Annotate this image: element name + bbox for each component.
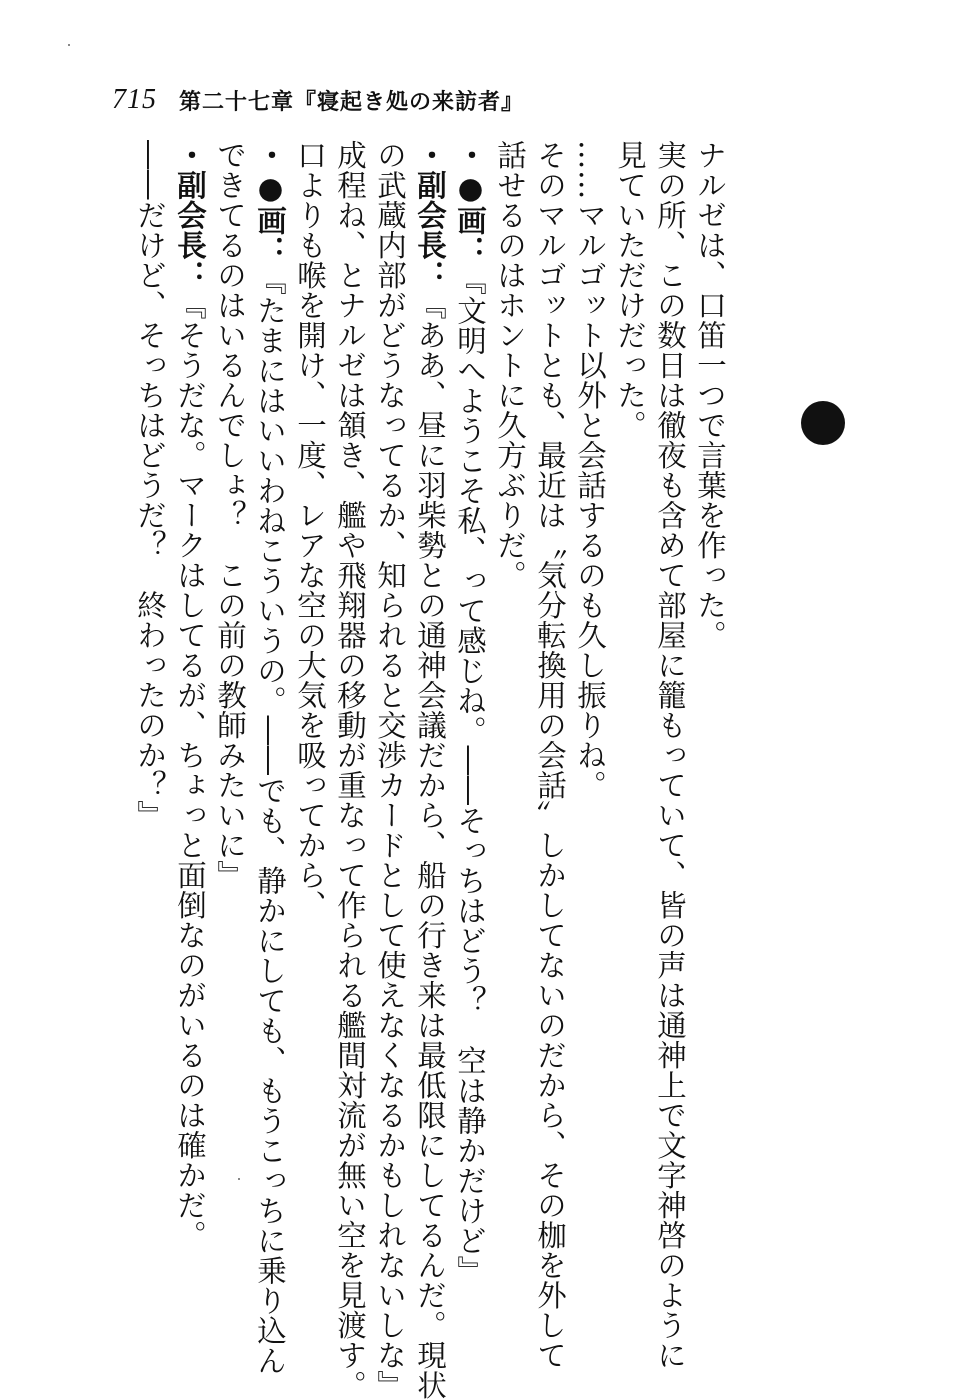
text-line: 成程ね、とナルゼは頷き、艦や飛翔器の移動が重なって作られる艦間対流が無い空を見渡す。 xyxy=(333,140,367,1400)
dialogue-text: 『そうだな。マークはしてるが、ちょっと面倒なのがいるのは確かだ。 xyxy=(173,290,207,1250)
speaker-name: 副会長： xyxy=(413,170,448,290)
vertical-text-body xyxy=(133,140,730,1400)
speaker-bullet: ・● xyxy=(253,140,288,206)
running-header xyxy=(112,80,524,120)
dialogue-line-artist xyxy=(450,140,490,1300)
speaker-bullet: ・ xyxy=(413,140,448,170)
dialogue-line-vice-president xyxy=(410,140,450,1400)
text-line: ナルゼは、口笛一つで言葉を作った。 xyxy=(693,140,727,650)
text-line: 実の所、この数日は徹夜も含めて部屋に籠もっていて、皆の声は通神上で文字神啓のように xyxy=(653,140,687,1370)
scan-speck xyxy=(238,1178,240,1180)
speaker-name: 画： xyxy=(253,205,288,266)
text-line: ――だけど、そっちはどうだ？ 終わったのか？』 xyxy=(133,140,167,830)
dialogue-line-vice-president xyxy=(170,140,210,1300)
speaker-name: 副会長： xyxy=(173,170,208,290)
text-line: できてるのはいるんでしょ？ この前の教師みたいに』 xyxy=(213,140,247,890)
dialogue-line-artist xyxy=(250,140,290,1376)
text-line: 話せるのはホントに久方ぶりだ。 xyxy=(493,140,527,590)
chapter-title: 第二十七章『寝起き処の来訪者』 xyxy=(179,88,525,115)
dialogue-text: 『ああ、昼に羽柴勢との通神会議だから、船の行き来は最低限にしてるんだ。現状 xyxy=(413,290,447,1400)
section-break-dot xyxy=(801,401,845,445)
text-line: の武蔵内部がどうなってるか、知られると交渉カードとして使えなくなるかもしれないしな』 xyxy=(373,140,407,1400)
speaker-bullet: ・● xyxy=(453,140,488,206)
dialogue-text: 『たまにはいいわねこういうの。――でも、静かにしても、もうこっちに乗り込ん xyxy=(253,265,287,1376)
text-line: 見ていただけだった。 xyxy=(613,140,647,440)
speaker-name: 画： xyxy=(453,205,488,266)
speaker-bullet: ・ xyxy=(173,140,208,170)
scan-speck xyxy=(68,44,70,46)
text-line: そのマルゴットとも、最近は〝気分転換用の会話〟しかしてないのだから、その枷を外して xyxy=(533,140,567,1370)
text-line: 口よりも喉を開け、一度、レアな空の大気を吸ってから、 xyxy=(293,140,327,920)
dialogue-text: 『文明へようこそ私、って感じね。――そっちはどう？ 空は静かだけど』 xyxy=(453,265,487,1286)
text-line: ……マルゴット以外と会話するのも久し振りね。 xyxy=(573,140,607,800)
page-number: 715 xyxy=(112,84,157,115)
